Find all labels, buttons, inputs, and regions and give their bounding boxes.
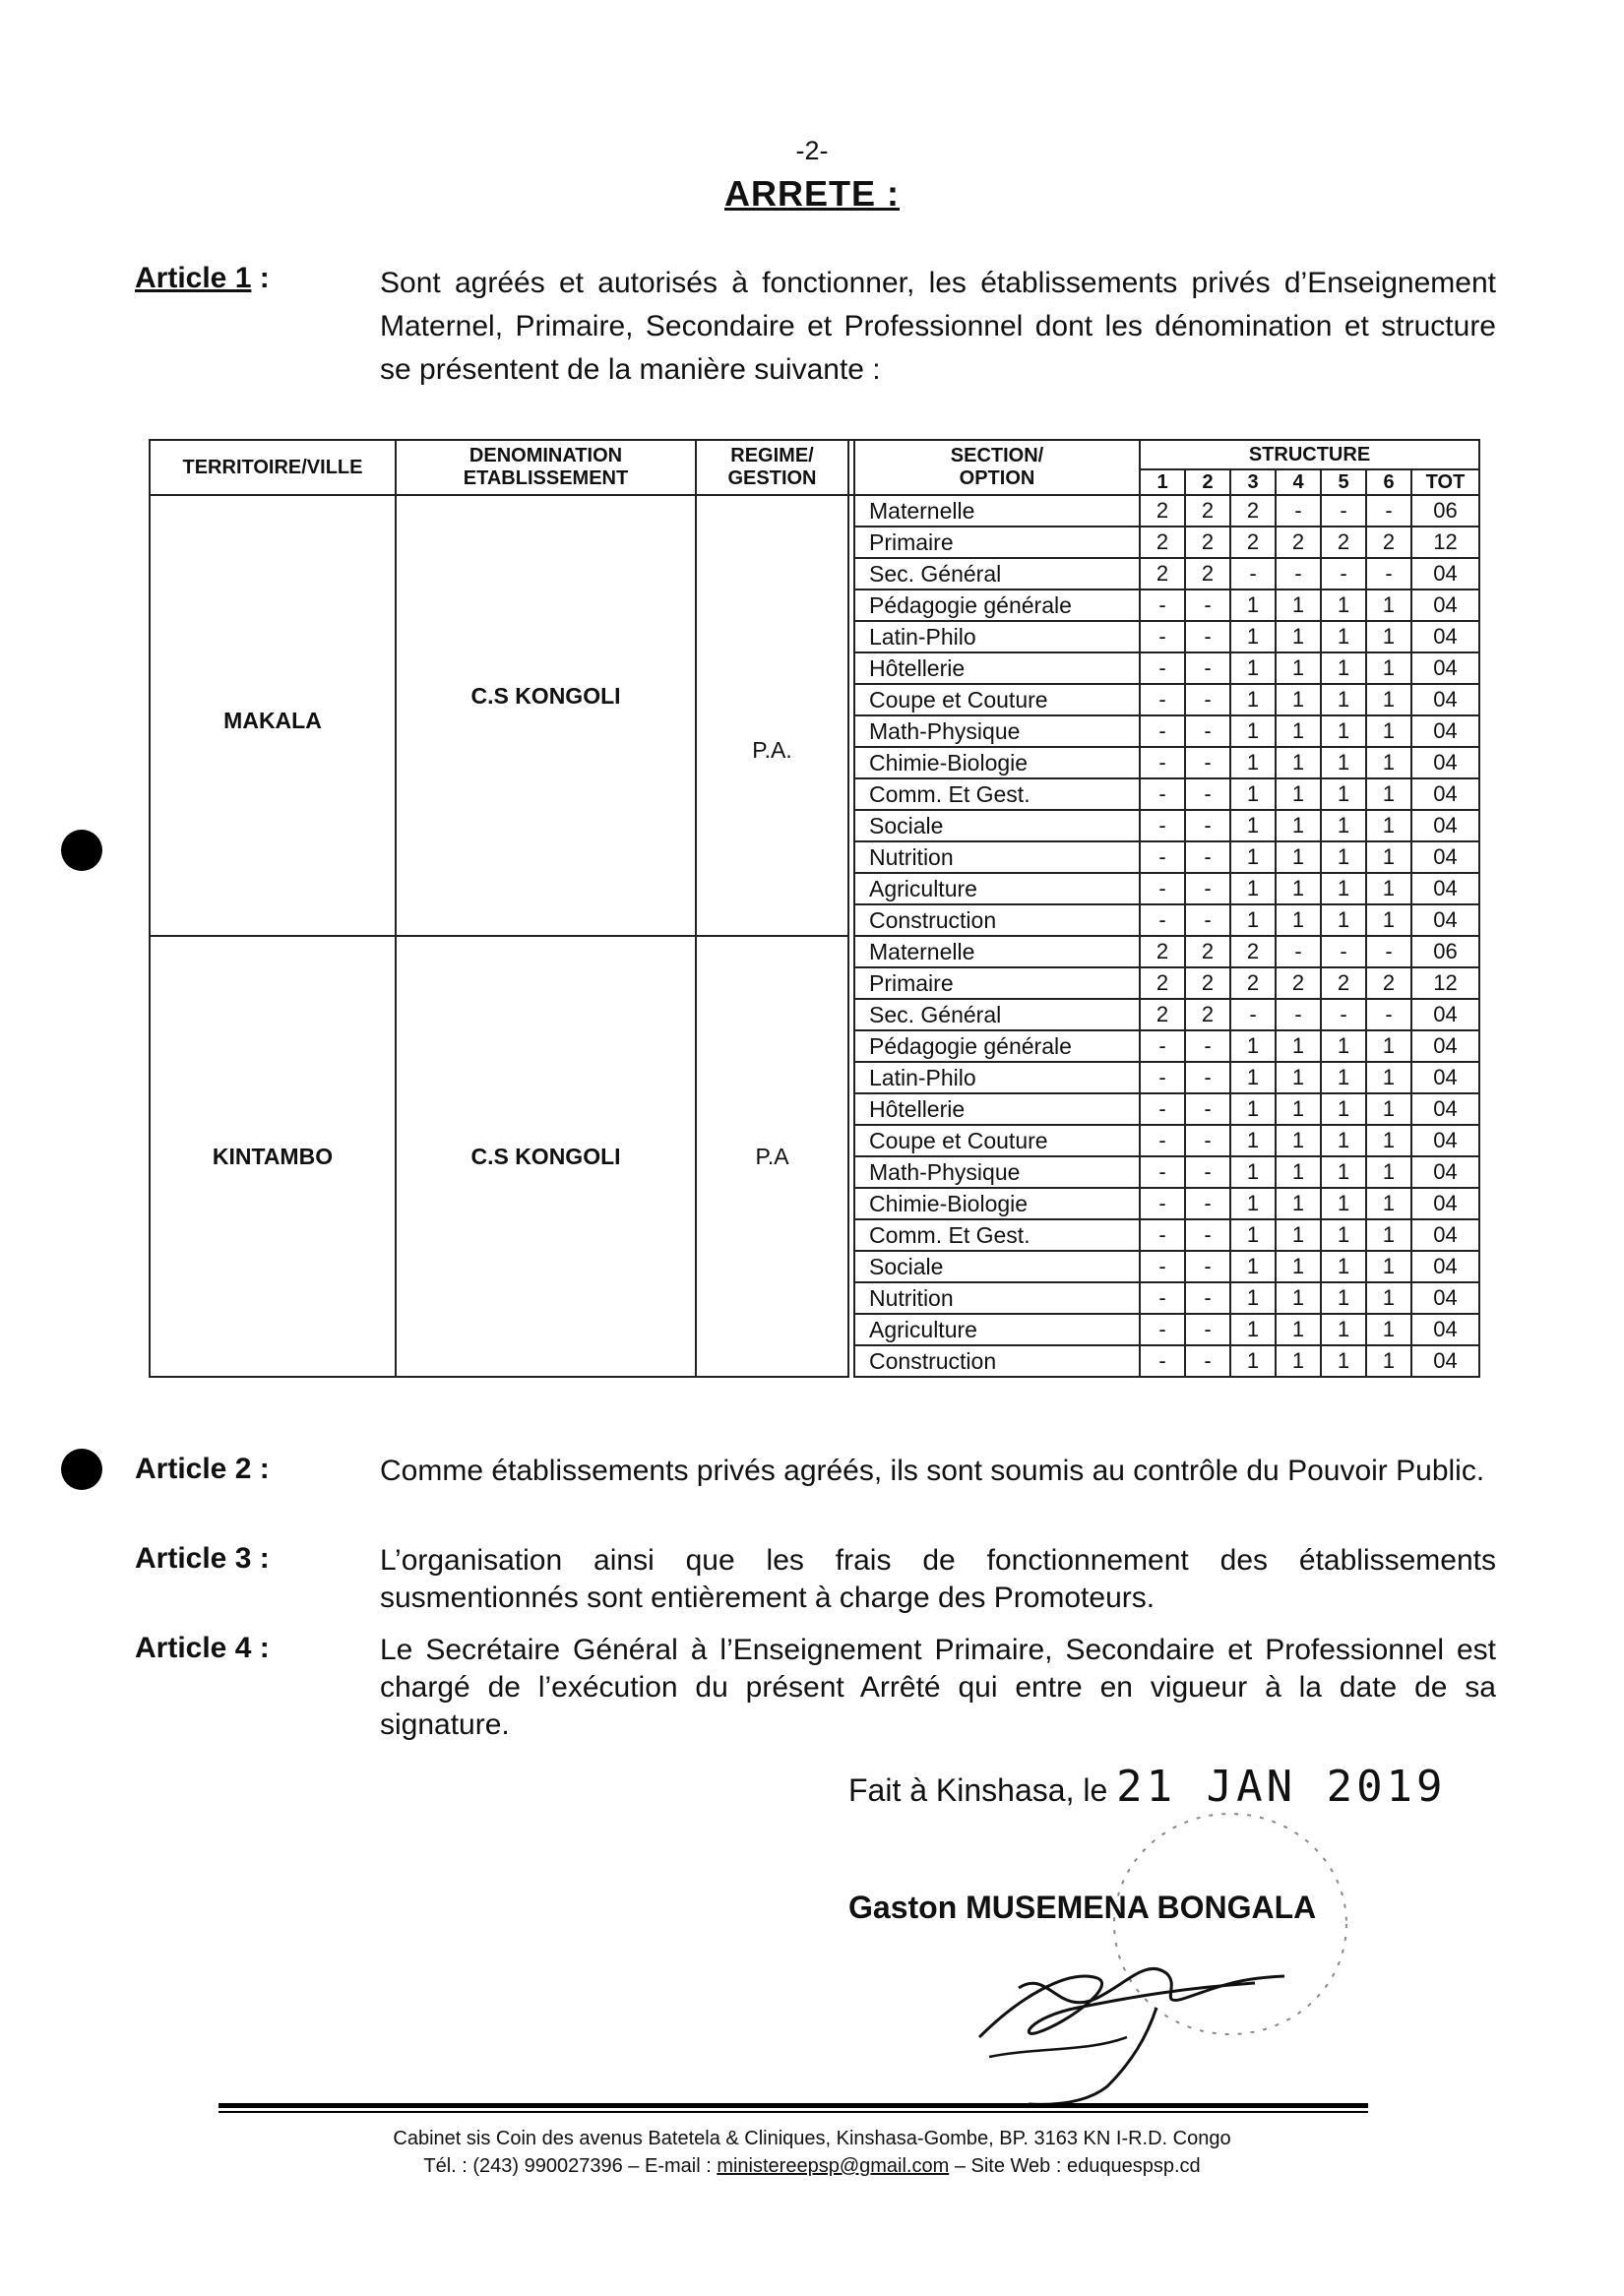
- structure-value-cell: -: [1321, 936, 1366, 967]
- structure-value-cell: 2: [1366, 527, 1411, 558]
- structure-value-cell: 1: [1321, 1282, 1366, 1314]
- structure-value-cell: 1: [1321, 904, 1366, 936]
- structure-value-cell: 1: [1366, 904, 1411, 936]
- structure-value-cell: -: [1321, 999, 1366, 1030]
- structure-value-cell: 2: [1321, 967, 1366, 999]
- structure-value-cell: 1: [1230, 1251, 1276, 1282]
- article-2-text: Comme établissements privés agréés, ils sont soumis au contrôle du Pouvoir Public.: [380, 1455, 1485, 1487]
- section-option-cell: Sociale: [854, 810, 1140, 841]
- structure-value-cell: -: [1185, 810, 1230, 841]
- section-option-cell: Math-Physique: [854, 1156, 1140, 1188]
- structure-value-cell: 1: [1276, 810, 1321, 841]
- structure-value-cell: 2: [1230, 495, 1276, 527]
- structure-value-cell: 1: [1276, 684, 1321, 715]
- structure-value-cell: -: [1366, 495, 1411, 527]
- handwritten-signature: [960, 1929, 1314, 2116]
- structure-value-cell: 1: [1321, 1093, 1366, 1125]
- structure-value-cell: -: [1140, 747, 1185, 778]
- structure-value-cell: -: [1321, 558, 1366, 590]
- structure-value-cell: -: [1185, 747, 1230, 778]
- structure-value-cell: -: [1185, 1030, 1230, 1062]
- table-row: [150, 495, 1479, 527]
- structure-col-header: 3: [1230, 469, 1276, 495]
- structure-table: [149, 439, 1480, 1378]
- total-cell: 12: [1411, 967, 1479, 999]
- structure-value-cell: 1: [1366, 1030, 1411, 1062]
- structure-value-cell: 1: [1366, 1219, 1411, 1251]
- structure-value-cell: 1: [1276, 1093, 1321, 1125]
- denomination-cell: C.S KONGOLI: [396, 495, 696, 936]
- article-1-colon: :: [251, 262, 270, 294]
- structure-value-cell: 1: [1366, 1282, 1411, 1314]
- structure-value-cell: -: [1185, 715, 1230, 747]
- structure-value-cell: 2: [1230, 967, 1276, 999]
- total-cell: 04: [1411, 810, 1479, 841]
- section-option-cell: Chimie-Biologie: [854, 747, 1140, 778]
- structure-value-cell: 1: [1276, 873, 1321, 904]
- section-option-cell: Primaire: [854, 527, 1140, 558]
- footer-rule-thick: [219, 2103, 1368, 2108]
- structure-value-cell: -: [1140, 1188, 1185, 1219]
- structure-value-cell: 1: [1366, 1188, 1411, 1219]
- structure-value-cell: 1: [1276, 1219, 1321, 1251]
- article-3-text: L’organisation ainsi que les frais de fonctionnement des établissements susmentionnés sont entièrement à charge des Promoteurs.: [380, 1544, 1496, 1614]
- denomination-cell: C.S KONGOLI: [396, 936, 696, 1377]
- total-cell: 04: [1411, 747, 1479, 778]
- structure-value-cell: 1: [1276, 1251, 1321, 1282]
- total-cell: 04: [1411, 1282, 1479, 1314]
- structure-col-header: 2: [1185, 469, 1230, 495]
- structure-value-cell: 2: [1140, 495, 1185, 527]
- structure-col-header: 1: [1140, 469, 1185, 495]
- structure-value-cell: 1: [1366, 841, 1411, 873]
- regime-cell: P.A: [696, 936, 848, 1377]
- total-cell: 06: [1411, 495, 1479, 527]
- total-cell: 12: [1411, 527, 1479, 558]
- place-prefix: Fait à Kinshasa, le: [848, 1772, 1117, 1808]
- article-4-text: Le Secrétaire Général à l’Enseignement Primaire, Secondaire et Professionnel est chargé de l’exécution du présent Arrêté qui entre en vigueur à la date de sa signature.: [380, 1634, 1496, 1741]
- structure-value-cell: -: [1230, 999, 1276, 1030]
- section-option-cell: Math-Physique: [854, 715, 1140, 747]
- structure-value-cell: 1: [1321, 873, 1366, 904]
- structure-value-cell: 1: [1366, 873, 1411, 904]
- territoire-cell: KINTAMBO: [150, 936, 396, 1377]
- total-cell: 04: [1411, 1093, 1479, 1125]
- structure-value-cell: -: [1366, 936, 1411, 967]
- structure-value-cell: 1: [1321, 778, 1366, 810]
- date-stamp: 21 JAN 2019: [1116, 1762, 1447, 1812]
- structure-value-cell: -: [1185, 652, 1230, 684]
- total-cell: 04: [1411, 873, 1479, 904]
- structure-value-cell: 1: [1366, 778, 1411, 810]
- section-option-cell: Coupe et Couture: [854, 1125, 1140, 1156]
- structure-value-cell: 1: [1366, 1314, 1411, 1345]
- footer-contact: Tél. : (243) 990027396 – E-mail : ministereepsp@gmail.com – Site Web : eduquespsp.cd: [423, 2155, 1201, 2177]
- structure-value-cell: 2: [1321, 527, 1366, 558]
- structure-value-cell: -: [1140, 715, 1185, 747]
- structure-value-cell: -: [1185, 1062, 1230, 1093]
- structure-value-cell: -: [1185, 778, 1230, 810]
- article-3-label: Article 3 :: [135, 1542, 270, 1575]
- structure-value-cell: 1: [1276, 1345, 1321, 1377]
- structure-value-cell: 1: [1366, 810, 1411, 841]
- structure-value-cell: -: [1140, 873, 1185, 904]
- section-option-cell: Sec. Général: [854, 999, 1140, 1030]
- section-option-cell: Construction: [854, 904, 1140, 936]
- structure-value-cell: 1: [1230, 1062, 1276, 1093]
- structure-value-cell: 1: [1276, 621, 1321, 652]
- structure-value-cell: 1: [1366, 590, 1411, 621]
- total-cell: 04: [1411, 1251, 1479, 1282]
- total-cell: 04: [1411, 1125, 1479, 1156]
- structure-value-cell: 1: [1366, 1156, 1411, 1188]
- section-option-cell: Sociale: [854, 1251, 1140, 1282]
- article-4-label: Article 4 :: [135, 1632, 270, 1664]
- total-cell: 04: [1411, 1345, 1479, 1377]
- structure-value-cell: 1: [1321, 652, 1366, 684]
- section-option-cell: Maternelle: [854, 495, 1140, 527]
- structure-value-cell: 2: [1276, 527, 1321, 558]
- section-option-cell: Comm. Et Gest.: [854, 1219, 1140, 1251]
- article-1-text: Sont agréés et autorisés à fonctionner, les établissements privés d’Enseignement Maternel, Primaire, Secondaire et Professionnel dont les dénomination et structure se présentent de la manière suivante :: [380, 267, 1496, 386]
- structure-value-cell: 1: [1276, 1188, 1321, 1219]
- structure-value-cell: -: [1276, 495, 1321, 527]
- structure-value-cell: -: [1276, 936, 1321, 967]
- structure-value-cell: -: [1140, 684, 1185, 715]
- structure-value-cell: 1: [1230, 841, 1276, 873]
- structure-value-cell: 2: [1185, 558, 1230, 590]
- structure-value-cell: 1: [1321, 1345, 1366, 1377]
- structure-value-cell: -: [1185, 1093, 1230, 1125]
- structure-value-cell: 2: [1185, 527, 1230, 558]
- total-cell: 04: [1411, 778, 1479, 810]
- header-territoire: TERRITOIRE/VILLE: [150, 440, 396, 495]
- section-option-cell: Coupe et Couture: [854, 684, 1140, 715]
- structure-value-cell: -: [1140, 810, 1185, 841]
- structure-value-cell: 1: [1230, 684, 1276, 715]
- territoire-cell: MAKALA: [150, 495, 396, 936]
- page-title: ARRETE :: [724, 173, 900, 214]
- structure-value-cell: 1: [1321, 1251, 1366, 1282]
- section-option-cell: Latin-Philo: [854, 621, 1140, 652]
- structure-value-cell: 1: [1321, 747, 1366, 778]
- section-option-cell: Maternelle: [854, 936, 1140, 967]
- structure-value-cell: 1: [1366, 715, 1411, 747]
- structure-value-cell: 1: [1230, 1282, 1276, 1314]
- section-option-cell: Hôtellerie: [854, 1093, 1140, 1125]
- structure-value-cell: -: [1276, 558, 1321, 590]
- structure-value-cell: -: [1140, 1345, 1185, 1377]
- structure-value-cell: -: [1366, 999, 1411, 1030]
- structure-value-cell: -: [1140, 1030, 1185, 1062]
- structure-value-cell: 1: [1276, 778, 1321, 810]
- structure-col-header: 4: [1276, 469, 1321, 495]
- section-option-cell: Sec. Général: [854, 558, 1140, 590]
- header-structure: STRUCTURE: [1140, 440, 1479, 469]
- total-cell: 04: [1411, 1314, 1479, 1345]
- structure-value-cell: -: [1185, 841, 1230, 873]
- structure-value-cell: -: [1140, 1314, 1185, 1345]
- section-option-cell: Chimie-Biologie: [854, 1188, 1140, 1219]
- structure-value-cell: -: [1140, 778, 1185, 810]
- structure-value-cell: -: [1140, 652, 1185, 684]
- structure-value-cell: -: [1185, 684, 1230, 715]
- total-cell: 04: [1411, 1156, 1479, 1188]
- structure-value-cell: 1: [1321, 841, 1366, 873]
- structure-value-cell: 1: [1366, 652, 1411, 684]
- total-cell: 04: [1411, 1030, 1479, 1062]
- structure-value-cell: 1: [1230, 1345, 1276, 1377]
- punch-hole-mark: [61, 1449, 102, 1490]
- structure-value-cell: -: [1140, 904, 1185, 936]
- structure-value-cell: 1: [1230, 1125, 1276, 1156]
- punch-hole-mark: [61, 830, 102, 871]
- structure-value-cell: 2: [1140, 527, 1185, 558]
- structure-value-cell: 2: [1230, 936, 1276, 967]
- structure-value-cell: 2: [1140, 936, 1185, 967]
- structure-value-cell: -: [1321, 495, 1366, 527]
- footer-address: Cabinet sis Coin des avenus Batetela & Cliniques, Kinshasa-Gombe, BP. 3163 KN I-R.D. Congo: [393, 2128, 1231, 2149]
- structure-value-cell: 1: [1366, 1345, 1411, 1377]
- structure-value-cell: 2: [1140, 999, 1185, 1030]
- structure-value-cell: -: [1185, 590, 1230, 621]
- structure-value-cell: 2: [1230, 527, 1276, 558]
- structure-col-header: 6: [1366, 469, 1411, 495]
- total-cell: 04: [1411, 1062, 1479, 1093]
- total-cell: 04: [1411, 558, 1479, 590]
- structure-value-cell: 1: [1321, 810, 1366, 841]
- article-1-label: [135, 262, 270, 295]
- structure-value-cell: -: [1185, 1219, 1230, 1251]
- structure-value-cell: -: [1140, 1093, 1185, 1125]
- total-cell: 04: [1411, 652, 1479, 684]
- total-cell: 06: [1411, 936, 1479, 967]
- total-cell: 04: [1411, 904, 1479, 936]
- signer-name: Gaston MUSEMENA BONGALA: [848, 1890, 1317, 1925]
- structure-value-cell: 1: [1230, 1030, 1276, 1062]
- section-option-cell: Agriculture: [854, 1314, 1140, 1345]
- structure-value-cell: 1: [1230, 1188, 1276, 1219]
- total-cell: 04: [1411, 1188, 1479, 1219]
- total-cell: 04: [1411, 999, 1479, 1030]
- section-option-cell: Construction: [854, 1345, 1140, 1377]
- structure-value-cell: -: [1185, 1282, 1230, 1314]
- structure-value-cell: 1: [1276, 841, 1321, 873]
- page-number: -2-: [795, 136, 829, 165]
- section-option-cell: Hôtellerie: [854, 652, 1140, 684]
- structure-value-cell: 1: [1276, 1062, 1321, 1093]
- total-cell: 04: [1411, 621, 1479, 652]
- total-cell: 04: [1411, 1219, 1479, 1251]
- structure-value-cell: -: [1185, 1251, 1230, 1282]
- structure-value-cell: 1: [1230, 904, 1276, 936]
- header-section: SECTION/ OPTION: [854, 440, 1140, 495]
- structure-value-cell: -: [1185, 621, 1230, 652]
- total-cell: 04: [1411, 590, 1479, 621]
- total-cell: 04: [1411, 841, 1479, 873]
- structure-value-cell: 1: [1276, 1156, 1321, 1188]
- structure-value-cell: -: [1185, 1156, 1230, 1188]
- structure-value-cell: 2: [1185, 999, 1230, 1030]
- structure-value-cell: 1: [1321, 1062, 1366, 1093]
- structure-value-cell: 1: [1276, 652, 1321, 684]
- structure-value-cell: 1: [1321, 621, 1366, 652]
- structure-value-cell: 1: [1321, 1219, 1366, 1251]
- section-option-cell: Agriculture: [854, 873, 1140, 904]
- structure-value-cell: 1: [1276, 747, 1321, 778]
- structure-value-cell: 1: [1366, 747, 1411, 778]
- structure-value-cell: 1: [1366, 1062, 1411, 1093]
- structure-value-cell: 1: [1276, 715, 1321, 747]
- footer-email[interactable]: ministereepsp@gmail.com: [717, 2155, 950, 2177]
- structure-value-cell: 2: [1185, 936, 1230, 967]
- structure-value-cell: 1: [1366, 1251, 1411, 1282]
- structure-value-cell: 2: [1276, 967, 1321, 999]
- structure-value-cell: 1: [1276, 590, 1321, 621]
- structure-value-cell: 2: [1185, 495, 1230, 527]
- structure-value-cell: 1: [1276, 1030, 1321, 1062]
- section-option-cell: Primaire: [854, 967, 1140, 999]
- structure-col-header: TOT: [1411, 469, 1479, 495]
- structure-value-cell: 1: [1230, 1156, 1276, 1188]
- section-option-cell: Pédagogie générale: [854, 590, 1140, 621]
- structure-value-cell: -: [1140, 590, 1185, 621]
- structure-value-cell: 1: [1276, 904, 1321, 936]
- table-row: [150, 936, 1479, 967]
- structure-value-cell: 1: [1276, 1282, 1321, 1314]
- structure-value-cell: -: [1140, 1282, 1185, 1314]
- structure-value-cell: 1: [1321, 590, 1366, 621]
- structure-value-cell: 1: [1230, 810, 1276, 841]
- structure-value-cell: 2: [1140, 558, 1185, 590]
- structure-value-cell: -: [1185, 1188, 1230, 1219]
- structure-value-cell: 1: [1321, 1030, 1366, 1062]
- structure-value-cell: 1: [1230, 715, 1276, 747]
- structure-value-cell: -: [1185, 1125, 1230, 1156]
- structure-value-cell: -: [1366, 558, 1411, 590]
- structure-value-cell: 1: [1230, 590, 1276, 621]
- structure-value-cell: 2: [1185, 967, 1230, 999]
- structure-value-cell: 1: [1230, 747, 1276, 778]
- footer-rule-thin: [219, 2111, 1368, 2113]
- structure-value-cell: 1: [1366, 1093, 1411, 1125]
- header-regime: REGIME/ GESTION: [696, 440, 848, 495]
- structure-value-cell: 1: [1230, 1314, 1276, 1345]
- section-option-cell: Nutrition: [854, 1282, 1140, 1314]
- structure-value-cell: 1: [1321, 715, 1366, 747]
- structure-value-cell: 1: [1230, 621, 1276, 652]
- structure-value-cell: -: [1276, 999, 1321, 1030]
- structure-value-cell: 1: [1321, 684, 1366, 715]
- structure-value-cell: 1: [1366, 1125, 1411, 1156]
- structure-value-cell: -: [1140, 1219, 1185, 1251]
- section-option-cell: Comm. Et Gest.: [854, 778, 1140, 810]
- structure-value-cell: -: [1185, 1345, 1230, 1377]
- structure-value-cell: -: [1140, 1251, 1185, 1282]
- structure-value-cell: 1: [1366, 621, 1411, 652]
- structure-value-cell: 1: [1230, 1093, 1276, 1125]
- structure-value-cell: 2: [1366, 967, 1411, 999]
- article-2-label: Article 2 :: [135, 1453, 270, 1485]
- structure-value-cell: 1: [1366, 684, 1411, 715]
- regime-cell: P.A.: [696, 495, 848, 936]
- structure-value-cell: 1: [1230, 652, 1276, 684]
- structure-value-cell: 1: [1321, 1156, 1366, 1188]
- section-option-cell: Latin-Philo: [854, 1062, 1140, 1093]
- structure-value-cell: -: [1140, 1156, 1185, 1188]
- structure-value-cell: -: [1140, 1062, 1185, 1093]
- total-cell: 04: [1411, 684, 1479, 715]
- structure-value-cell: -: [1185, 873, 1230, 904]
- structure-value-cell: 1: [1321, 1314, 1366, 1345]
- structure-value-cell: 1: [1230, 873, 1276, 904]
- structure-value-cell: -: [1230, 558, 1276, 590]
- structure-value-cell: -: [1140, 621, 1185, 652]
- article-1-label-text: Article 1: [135, 262, 252, 294]
- structure-value-cell: -: [1140, 841, 1185, 873]
- structure-value-cell: 1: [1230, 778, 1276, 810]
- structure-value-cell: 1: [1321, 1125, 1366, 1156]
- total-cell: 04: [1411, 715, 1479, 747]
- structure-value-cell: 1: [1321, 1188, 1366, 1219]
- section-option-cell: Pédagogie générale: [854, 1030, 1140, 1062]
- structure-value-cell: 1: [1230, 1219, 1276, 1251]
- structure-col-header: 5: [1321, 469, 1366, 495]
- structure-value-cell: 1: [1276, 1314, 1321, 1345]
- header-denomination: DENOMINATION ETABLISSEMENT: [396, 440, 696, 495]
- structure-value-cell: -: [1140, 1125, 1185, 1156]
- structure-value-cell: -: [1185, 1314, 1230, 1345]
- structure-value-cell: 1: [1276, 1125, 1321, 1156]
- structure-value-cell: 2: [1140, 967, 1185, 999]
- structure-value-cell: -: [1185, 904, 1230, 936]
- section-option-cell: Nutrition: [854, 841, 1140, 873]
